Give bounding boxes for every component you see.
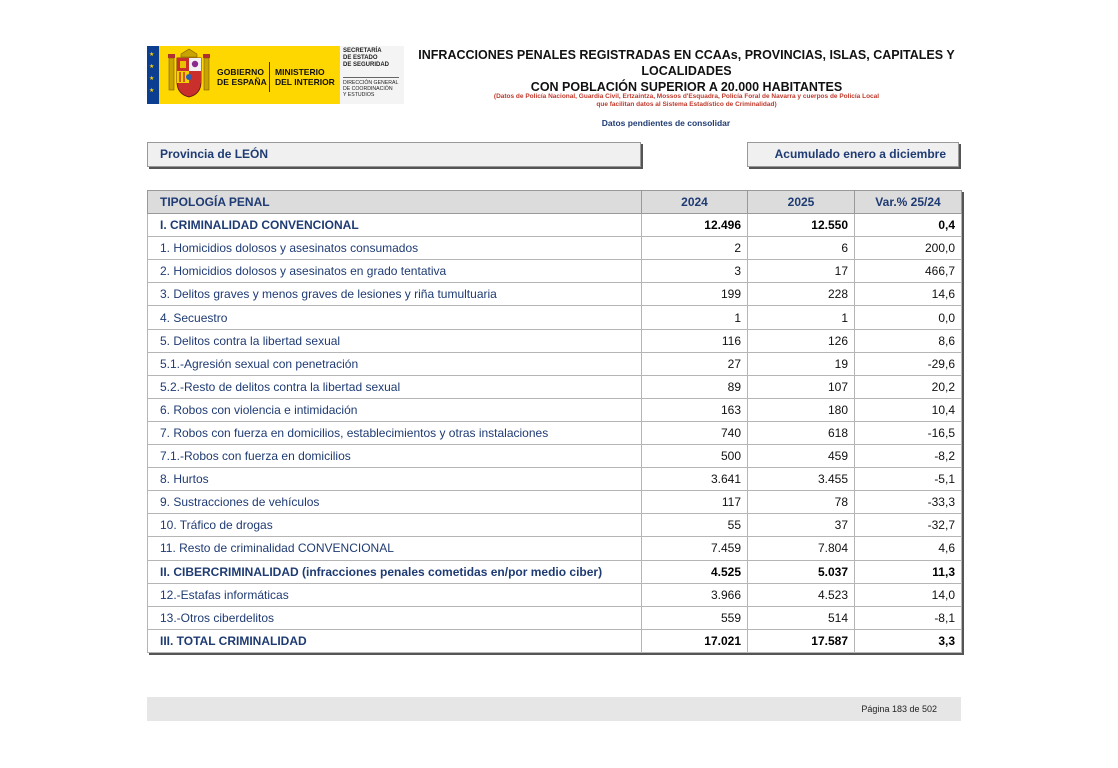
row-value-2025: 5.037 <box>748 560 855 583</box>
table-row <box>148 583 962 606</box>
row-value-2025: 19 <box>748 352 855 375</box>
row-variation: -5,1 <box>855 468 962 491</box>
row-value-2024: 500 <box>642 445 748 468</box>
row-label: 5. Delitos contra la libertad sexual <box>148 329 642 352</box>
secretaria-text: SECRETARÍA DE ESTADO DE SEGURIDAD <box>343 48 390 68</box>
row-value-2025: 514 <box>748 606 855 629</box>
page-footer <box>147 697 961 721</box>
row-variation: -33,3 <box>855 491 962 514</box>
row-variation: 20,2 <box>855 375 962 398</box>
table-row <box>148 214 962 237</box>
row-value-2025: 12.550 <box>748 214 855 237</box>
table-row <box>148 491 962 514</box>
row-value-2025: 4.523 <box>748 583 855 606</box>
row-value-2025: 17.587 <box>748 629 855 652</box>
row-value-2024: 3.641 <box>642 468 748 491</box>
logo-divider <box>269 62 270 92</box>
row-label: 4. Secuestro <box>148 306 642 329</box>
row-value-2025: 618 <box>748 421 855 444</box>
row-value-2024: 117 <box>642 491 748 514</box>
document-title: INFRACCIONES PENALES REGISTRADAS EN CCAAs, PROVINCIAS, ISLAS, CAPITALES Y LOCALIDADES CON POBLACIÓN SUPERIOR A 20.000 HABITANTES <box>418 48 955 94</box>
row-label: 7. Robos con fuerza en domicilios, establecimientos y otras instalaciones <box>148 421 642 444</box>
province-label: Provincia de LEÓN <box>147 142 641 167</box>
table-row <box>148 606 962 629</box>
row-value-2025: 78 <box>748 491 855 514</box>
row-value-2025: 180 <box>748 398 855 421</box>
row-value-2024: 1 <box>642 306 748 329</box>
row-variation: 0,0 <box>855 306 962 329</box>
row-value-2024: 163 <box>642 398 748 421</box>
row-value-2024: 116 <box>642 329 748 352</box>
row-label: 5.1.-Agresión sexual con penetración <box>148 352 642 375</box>
table-row <box>148 560 962 583</box>
row-label: 5.2.-Resto de delitos contra la libertad sexual <box>148 375 642 398</box>
header-variation: Var.% 25/24 <box>855 191 962 214</box>
row-label: 9. Sustracciones de vehículos <box>148 491 642 514</box>
row-value-2025: 6 <box>748 237 855 260</box>
table-row <box>148 375 962 398</box>
table-row <box>148 398 962 421</box>
row-value-2024: 17.021 <box>642 629 748 652</box>
row-label: 3. Delitos graves y menos graves de lesiones y riña tumultuaria <box>148 283 642 306</box>
header-2024: 2024 <box>642 191 748 214</box>
ministry-logo <box>147 46 403 104</box>
row-value-2025: 3.455 <box>748 468 855 491</box>
header-tipologia: TIPOLOGÍA PENAL <box>148 191 642 214</box>
row-variation: 8,6 <box>855 329 962 352</box>
table-row <box>148 421 962 444</box>
row-label: 8. Hurtos <box>148 468 642 491</box>
data-sources-note: (Datos de Policía Nacional, Guardia Civil, Ertzaintza, Mossos d'Esquadra, Policía Foral de Navarra y cuerpos de Policía Local que facilitan datos al Sistema Estadístico de Criminalidad) <box>493 93 880 108</box>
gobierno-text: GOBIERNO DE ESPAÑA <box>217 67 267 87</box>
row-label: 11. Resto de criminalidad CONVENCIONAL <box>148 537 642 560</box>
row-value-2024: 55 <box>642 514 748 537</box>
row-variation: 10,4 <box>855 398 962 421</box>
row-label: III. TOTAL CRIMINALIDAD <box>148 629 642 652</box>
row-value-2024: 89 <box>642 375 748 398</box>
eu-flag-strip: ★ ★ ★ ★ <box>147 46 159 104</box>
table-row <box>148 352 962 375</box>
row-label: II. CIBERCRIMINALIDAD (infracciones penales cometidas en/por medio ciber) <box>148 560 642 583</box>
row-variation: -16,5 <box>855 421 962 444</box>
row-value-2024: 7.459 <box>642 537 748 560</box>
table-row <box>148 306 962 329</box>
table-row <box>148 283 962 306</box>
row-value-2024: 740 <box>642 421 748 444</box>
row-label: 6. Robos con violencia e intimidación <box>148 398 642 421</box>
spain-coat-of-arms-icon <box>167 48 211 100</box>
row-variation: 14,0 <box>855 583 962 606</box>
table-row <box>148 537 962 560</box>
row-variation: 466,7 <box>855 260 962 283</box>
row-label: 13.-Otros ciberdelitos <box>148 606 642 629</box>
row-label: I. CRIMINALIDAD CONVENCIONAL <box>148 214 642 237</box>
logo-grey-divider <box>343 77 399 78</box>
row-value-2024: 2 <box>642 237 748 260</box>
table-row <box>148 514 962 537</box>
row-value-2025: 1 <box>748 306 855 329</box>
table-row <box>148 445 962 468</box>
row-value-2024: 559 <box>642 606 748 629</box>
ministerio-text: MINISTERIO DEL INTERIOR <box>275 67 335 87</box>
row-label: 2. Homicidios dolosos y asesinatos en grado tentativa <box>148 260 642 283</box>
row-value-2024: 199 <box>642 283 748 306</box>
row-value-2024: 27 <box>642 352 748 375</box>
direccion-text: DIRECCIÓN GENERAL DE COORDINACIÓN Y ESTUDIOS <box>343 80 399 99</box>
table-row <box>148 629 962 652</box>
row-value-2025: 228 <box>748 283 855 306</box>
row-label: 7.1.-Robos con fuerza en domicilios <box>148 445 642 468</box>
row-value-2024: 3 <box>642 260 748 283</box>
row-value-2024: 12.496 <box>642 214 748 237</box>
row-value-2024: 4.525 <box>642 560 748 583</box>
row-label: 1. Homicidios dolosos y asesinatos consumados <box>148 237 642 260</box>
row-variation: 4,6 <box>855 537 962 560</box>
crime-statistics-table <box>147 190 962 653</box>
row-variation: 0,4 <box>855 214 962 237</box>
table-row <box>148 468 962 491</box>
row-variation: 200,0 <box>855 237 962 260</box>
row-variation: -32,7 <box>855 514 962 537</box>
row-variation: -8,1 <box>855 606 962 629</box>
row-variation: 14,6 <box>855 283 962 306</box>
period-label: Acumulado enero a diciembre <box>747 142 959 167</box>
table-row <box>148 237 962 260</box>
table-row <box>148 260 962 283</box>
table-row <box>148 329 962 352</box>
row-value-2025: 126 <box>748 329 855 352</box>
row-value-2025: 459 <box>748 445 855 468</box>
row-value-2025: 7.804 <box>748 537 855 560</box>
page-number: Página 183 de 502 <box>861 704 937 714</box>
table-header-row <box>148 191 962 214</box>
row-variation: 11,3 <box>855 560 962 583</box>
header-2025: 2025 <box>748 191 855 214</box>
row-value-2024: 3.966 <box>642 583 748 606</box>
row-value-2025: 37 <box>748 514 855 537</box>
pending-note: Datos pendientes de consolidar <box>601 118 731 128</box>
row-variation: -29,6 <box>855 352 962 375</box>
row-variation: -8,2 <box>855 445 962 468</box>
table-body <box>148 214 962 653</box>
row-label: 12.-Estafas informáticas <box>148 583 642 606</box>
row-label: 10. Tráfico de drogas <box>148 514 642 537</box>
row-variation: 3,3 <box>855 629 962 652</box>
row-value-2025: 17 <box>748 260 855 283</box>
row-value-2025: 107 <box>748 375 855 398</box>
